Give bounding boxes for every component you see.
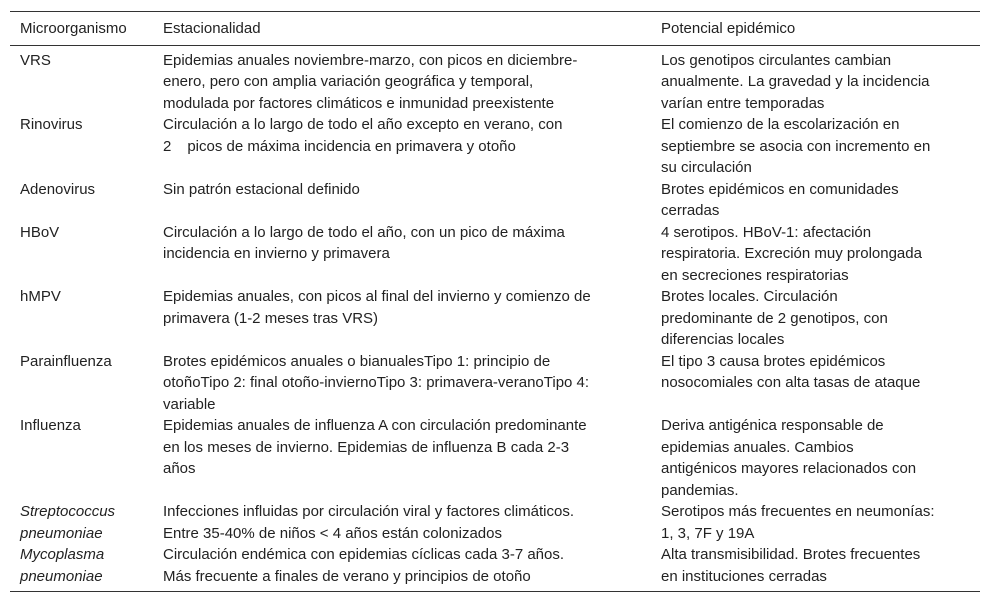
potential-line: en instituciones cerradas [661,567,827,585]
table-body [10,45,980,592]
table-row [10,415,980,501]
potential-line: cerradas [661,202,720,219]
season-cell [153,286,651,351]
season-cell [153,179,651,222]
organism-cell [10,501,153,544]
table-row [10,544,980,592]
season-line: incidencia en invierno y primavera [163,245,390,262]
season-line: enero, pero con amplia variación geográfica y temporal, [163,73,534,90]
season-line: Circulación endémica con epidemias cíclicas cada 3-7 años. [163,546,565,563]
organism-cell: HBoV [20,223,60,241]
season-cell [153,501,651,544]
season-line: Infecciones influidas por circulación viral y factores climáticos. [163,503,574,520]
header-microorganismo: Microorganismo [20,20,127,37]
potential-cell [651,222,980,287]
season-line: años [163,460,196,477]
potential-line: septiembre se asocia con incremento en [661,137,931,155]
season-line: variable [163,395,216,413]
season-cell [153,544,651,592]
organism-line: pneumoniae [20,567,103,585]
table-row [10,501,980,544]
potential-line: Serotipos más frecuentes en neumonías: [661,503,935,520]
header-estacionalidad: Estacionalidad [163,20,261,37]
season-cell [153,415,651,501]
potential-line: diferencias locales [661,331,785,348]
season-cell [153,351,651,416]
potential-cell [651,45,980,114]
season-line: Circulación a lo largo de todo el año excepto en verano, con [163,116,563,133]
potential-line: varían entre temporadas [661,94,825,112]
potential-line: Los genotipos circulantes cambian [661,51,892,69]
organism-line: Mycoplasma [20,546,105,563]
table-row [10,114,980,179]
potential-line: 4 serotipos. HBoV-1: afectación [661,223,872,241]
season-cell [153,45,651,114]
organism-cell: VRS [20,51,51,69]
organism-cell: Rinovirus [20,116,83,133]
organism-cell: Influenza [20,417,81,434]
season-line-tail: picos de máxima incidencia en primavera y otoño [187,137,516,155]
potential-cell [651,114,980,179]
potential-line: respiratoria. Excreción muy prolongada [661,245,922,262]
potential-line: El tipo 3 causa brotes epidémicos [661,352,886,370]
season-line: Sin patrón estacional definido [163,180,360,198]
potential-cell [651,415,980,501]
season-line [163,136,641,158]
season-cell [153,222,651,287]
header-row [10,12,980,46]
season-line: Epidemias anuales, con picos al final del invierno y comienzo de [163,288,591,305]
season-line: Entre 35-40% de niños < 4 años están colonizados [163,524,502,542]
organism-cell: Adenovirus [20,180,96,198]
season-line: primavera (1-2 meses tras VRS) [163,309,379,327]
organism-line: pneumoniae [20,524,103,542]
potential-line: Alta transmisibilidad. Brotes frecuentes [661,546,921,563]
potential-cell [651,286,980,351]
season-cell [153,114,651,179]
organism-cell [10,544,153,592]
season-line: Brotes epidémicos anuales o bianualesTipo 1: principio de [163,352,551,370]
table-row [10,222,980,287]
potential-line: pandemias. [661,481,739,499]
organism-line: Streptococcus [20,503,116,520]
potential-line: epidemias anuales. Cambios [661,438,854,456]
season-line: otoñoTipo 2: final otoño-inviernoTipo 3: primavera-veranoTipo 4: [163,374,590,391]
organism-cell: Parainfluenza [20,352,112,370]
potential-line: su circulación [661,159,752,176]
season-line: Más frecuente a finales de verano y principios de otoño [163,567,531,585]
season-line: Epidemias anuales de influenza A con circulación predominante [163,417,587,434]
potential-line: Deriva antigénica responsable de [661,417,884,434]
season-line: Circulación a lo largo de todo el año, con un pico de máxima [163,223,565,241]
potential-line: El comienzo de la escolarización en [661,116,900,133]
potential-cell [651,501,980,544]
table-header [10,12,980,46]
potential-cell [651,179,980,222]
potential-line: Brotes locales. Circulación [661,288,838,305]
header-potencial-epidemico: Potencial epidémico [661,20,796,37]
season-line: en los meses de invierno. Epidemias de influenza B cada 2-3 [163,438,570,456]
potential-line: antigénicos mayores relacionados con [661,460,917,477]
potential-line: Brotes epidémicos en comunidades [661,180,899,198]
potential-line: en secreciones respiratorias [661,266,849,284]
microorganism-table [10,11,980,592]
season-line: modulada por factores climáticos e inmunidad preexistente [163,94,555,112]
table-row [10,179,980,222]
season-number: 2 [163,137,172,155]
potential-line: anualmente. La gravedad y la incidencia [661,73,930,90]
season-line: Epidemias anuales noviembre-marzo, con picos en diciembre- [163,51,578,69]
potential-line: predominante de 2 genotipos, con [661,309,888,327]
table-row [10,286,980,351]
potential-cell [651,544,980,592]
table-row [10,351,980,416]
potential-line: 1, 3, 7F y 19A [661,524,755,542]
potential-cell [651,351,980,416]
organism-cell: hMPV [20,288,61,305]
potential-line: nosocomiales con alta tasas de ataque [661,374,921,391]
table-row [10,45,980,114]
